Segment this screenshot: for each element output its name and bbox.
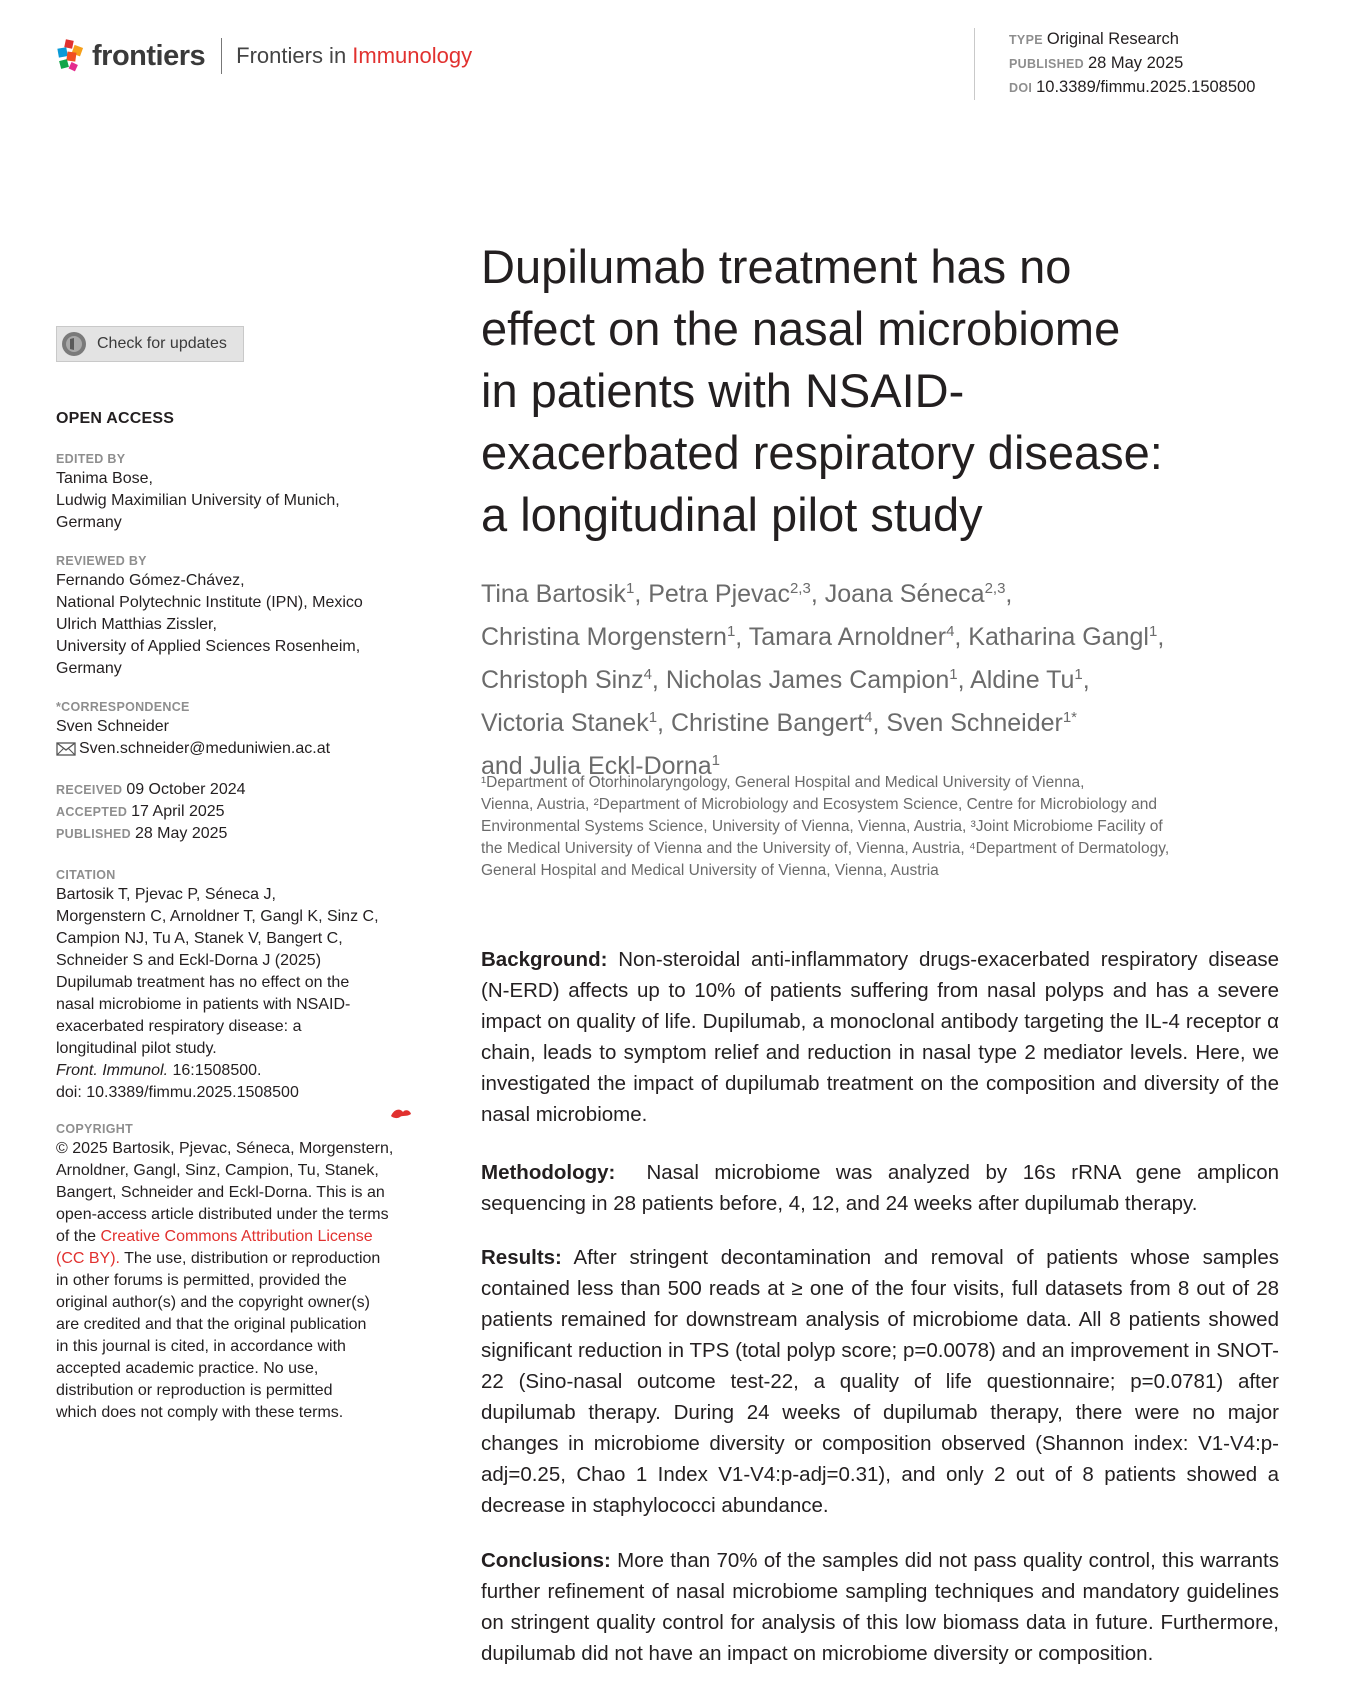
meta-published-key: PUBLISHED bbox=[1009, 57, 1084, 71]
editor-line: Ludwig Maximilian University of Munich, bbox=[56, 492, 340, 509]
author-line bbox=[481, 570, 1301, 613]
meta-doi-key: DOI bbox=[1009, 81, 1033, 95]
copyright-line: which does not comply with these terms. bbox=[56, 1404, 344, 1421]
author-separator: , bbox=[1157, 623, 1165, 651]
conclusions-text: More than 70% of the samples did not pass quality control, this warrants further refinement of nasal microbiome sampling techniques and mandatory guidelines on stringent quality control for analysis of this low biomass data in future. Furthermore, dupilumab did not have an impact on microbiome diversity or composition. bbox=[481, 1549, 1279, 1665]
correspondence-section bbox=[56, 698, 436, 760]
author-name[interactable]: , Nicholas James Campion bbox=[651, 666, 950, 694]
license-link[interactable]: Creative Commons Attribution License bbox=[100, 1228, 373, 1245]
citation-line: longitudinal pilot study. bbox=[56, 1040, 217, 1057]
author-line bbox=[481, 613, 1301, 656]
mail-icon bbox=[56, 742, 76, 756]
check-updates-icon bbox=[61, 331, 87, 357]
copyright-line: original author(s) and the copyright owner(s) bbox=[56, 1294, 370, 1311]
published-value: 28 May 2025 bbox=[134, 825, 228, 842]
meta-doi-value[interactable]: 10.3389/fimmu.2025.1508500 bbox=[1036, 78, 1256, 96]
meta-type bbox=[1009, 28, 1255, 52]
abstract-background bbox=[481, 944, 1279, 1130]
author-affil: 4 bbox=[946, 623, 955, 640]
affiliation-line: Environmental Systems Science, University of Vienna, Vienna, Austria, ³Joint Microbiome Facility of bbox=[481, 818, 1163, 835]
author-affil: 1 bbox=[949, 666, 958, 683]
article-meta bbox=[974, 28, 1255, 100]
meta-doi[interactable] bbox=[1009, 76, 1255, 100]
accepted-value: 17 April 2025 bbox=[131, 803, 225, 820]
brand-separator bbox=[221, 38, 222, 74]
author-name[interactable]: , Katharina Gangl bbox=[954, 623, 1149, 651]
license-link-ccby[interactable]: (CC BY). bbox=[56, 1250, 120, 1267]
edited-by-key: EDITED BY bbox=[56, 452, 126, 466]
frontiers-logo[interactable] bbox=[56, 36, 472, 76]
author-name[interactable]: and Julia Eckl-Dorna bbox=[481, 752, 712, 780]
copyright-key: COPYRIGHT bbox=[56, 1122, 134, 1136]
author-affil: 1* bbox=[1062, 709, 1078, 726]
author-affil: 4 bbox=[864, 709, 873, 726]
editor-line: Tanima Bose, bbox=[56, 470, 153, 487]
author-line bbox=[481, 656, 1301, 699]
brand-name: frontiers bbox=[92, 39, 206, 72]
author-name[interactable]: , Petra Pjevac bbox=[634, 580, 790, 608]
published-key: PUBLISHED bbox=[56, 827, 131, 841]
author-separator: , bbox=[1005, 580, 1013, 608]
reviewed-by-section bbox=[56, 552, 436, 680]
copyright-after-link: The use, distribution or reproduction bbox=[120, 1250, 381, 1267]
author-affil: 1 bbox=[726, 623, 736, 640]
accepted-key: ACCEPTED bbox=[56, 805, 128, 819]
dates-section bbox=[56, 779, 436, 845]
background-heading: Background: bbox=[481, 948, 608, 971]
accepted-date bbox=[56, 801, 436, 823]
abstract-conclusions bbox=[481, 1545, 1279, 1669]
copyright-line: accepted academic practice. No use, bbox=[56, 1360, 319, 1377]
check-updates-button[interactable] bbox=[56, 326, 244, 362]
copyright-line: Arnoldner, Gangl, Sinz, Campion, Tu, Stanek, bbox=[56, 1162, 379, 1179]
copyright-line: open-access article distributed under the terms bbox=[56, 1206, 389, 1223]
meta-type-key: TYPE bbox=[1009, 33, 1043, 47]
reviewer-line: University of Applied Sciences Rosenheim, bbox=[56, 638, 361, 655]
reviewed-by-key: REVIEWED BY bbox=[56, 554, 147, 568]
journal-name[interactable] bbox=[236, 43, 472, 69]
author-name[interactable]: , Sven Schneider bbox=[872, 709, 1063, 737]
author-name[interactable]: , Aldine Tu bbox=[957, 666, 1075, 694]
citation-line: Morgenstern C, Arnoldner T, Gangl K, Sinz C, bbox=[56, 908, 379, 925]
copyright-license-line bbox=[56, 1226, 446, 1248]
copyright-line: in other forums is permitted, provided the bbox=[56, 1272, 347, 1289]
copyright-license-line-2 bbox=[56, 1248, 446, 1270]
correspondence-name: Sven Schneider bbox=[56, 718, 169, 735]
open-access-label: OPEN ACCESS bbox=[56, 410, 175, 427]
citation-line: nasal microbiome in patients with NSAID- bbox=[56, 996, 351, 1013]
author-affil: 1 bbox=[625, 580, 635, 597]
reviewer-line: Fernando Gómez-Chávez, bbox=[56, 572, 245, 589]
citation-journal: Front. Immunol. bbox=[56, 1062, 169, 1079]
title-line: effect on the nasal microbiome bbox=[481, 302, 1121, 355]
reviewer-line: Germany bbox=[56, 660, 122, 677]
received-date bbox=[56, 779, 436, 801]
results-heading: Results: bbox=[481, 1246, 562, 1269]
copyright-line: distribution or reproduction is permitted bbox=[56, 1382, 333, 1399]
check-updates-label: Check for updates bbox=[97, 335, 227, 352]
author-affil: 1 bbox=[711, 752, 721, 769]
reviewer-line: Ulrich Matthias Zissler, bbox=[56, 616, 217, 633]
affiliations bbox=[481, 772, 1301, 882]
author-name[interactable]: Tina Bartosik bbox=[481, 580, 626, 608]
results-text: After stringent decontamination and removal of patients whose samples contained less than 500 reads at ≥ one of the four visits, full datasets from 8 out of 28 patients remained for downstream analysis of microbiome data. All 8 patients showed significant reduction in TPS (total polyp score; p=0.0078) and an improvement in SNOT-22 (Sino-nasal outcome test-22, a quality of life questionnaire; p=0.0781) after dupilumab therapy. During 24 weeks of dupilumab therapy, there were no major changes in microbiome diversity or composition observed (Shannon index: V1-V4:p-adj=0.25, Chao 1 Index V1-V4:p-adj=0.31), and only 2 out of 8 patients showed a decrease in staphylococci abundance. bbox=[481, 1246, 1279, 1517]
received-key: RECEIVED bbox=[56, 783, 123, 797]
author-affil: 1 bbox=[1074, 666, 1083, 683]
article-title bbox=[481, 236, 1301, 546]
title-line: exacerbated respiratory disease: bbox=[481, 426, 1163, 479]
affiliation-line: General Hospital and Medical University of Vienna, Vienna, Austria bbox=[481, 862, 939, 879]
title-line: a longitudinal pilot study bbox=[481, 488, 983, 541]
author-name[interactable]: , Tamara Arnoldner bbox=[735, 623, 947, 651]
methodology-heading: Methodology: bbox=[481, 1161, 616, 1184]
affiliation-line: Vienna, Austria, ²Department of Microbiology and Ecosystem Science, Centre for Microbiology and bbox=[481, 796, 1158, 813]
affiliation-line: the Medical University of Vienna and the University of, Vienna, Austria, ⁴Department of Dermatology, bbox=[481, 840, 1170, 857]
author-name[interactable]: Christoph Sinz bbox=[481, 666, 644, 694]
author-list bbox=[481, 570, 1301, 785]
affiliation-line: ¹Department of Otorhinolaryngology, General Hospital and Medical University of Vienna, bbox=[481, 774, 1085, 791]
red-annotation-mark bbox=[390, 1108, 412, 1119]
correspondence-email[interactable]: Sven.schneider@meduniwien.ac.at bbox=[79, 740, 331, 757]
citation-line: Dupilumab treatment has no effect on the bbox=[56, 974, 350, 991]
copyright-line: © 2025 Bartosik, Pjevac, Séneca, Morgenstern, bbox=[56, 1140, 394, 1157]
meta-published-value: 28 May 2025 bbox=[1087, 54, 1184, 72]
editor-line: Germany bbox=[56, 514, 122, 531]
copyright-line: are credited and that the original publication bbox=[56, 1316, 367, 1333]
citation-line: exacerbated respiratory disease: a bbox=[56, 1018, 302, 1035]
author-name[interactable]: , Christine Bangert bbox=[657, 709, 865, 737]
abstract-results bbox=[481, 1242, 1279, 1521]
copyright-of-the: of the bbox=[56, 1228, 101, 1245]
citation-key: CITATION bbox=[56, 868, 116, 882]
author-affil: 1 bbox=[648, 709, 658, 726]
copyright-section bbox=[56, 1120, 446, 1424]
author-affil: 2,3 bbox=[984, 580, 1006, 597]
received-value: 09 October 2024 bbox=[126, 781, 246, 798]
title-line: Dupilumab treatment has no bbox=[481, 240, 1072, 293]
author-name[interactable]: Victoria Stanek bbox=[481, 709, 649, 737]
reviewer-line: National Polytechnic Institute (IPN), Mexico bbox=[56, 594, 363, 611]
citation-line: Schneider S and Eckl-Dorna J (2025) bbox=[56, 952, 322, 969]
abstract-methodology bbox=[481, 1157, 1285, 1219]
author-affil: 2,3 bbox=[789, 580, 811, 597]
correspondence-key: *CORRESPONDENCE bbox=[56, 700, 190, 714]
background-text: Non-steroidal anti-inflammatory drugs-exacerbated respiratory disease (N-ERD) affects up to 10% of patients suffering from nasal polyps and has a severe impact on quality of life. Dupilumab, a monoclonal antibody targeting the IL-4 receptor α chain, leads to symptom relief and reduction in nasal type 2 mediator levels. Here, we investigated the impact of dupilumab treatment on the composition and diversity of the nasal microbiome. bbox=[481, 948, 1279, 1126]
author-affil: 4 bbox=[643, 666, 652, 683]
citation-section bbox=[56, 866, 436, 1104]
citation-line: Campion NJ, Tu A, Stanek V, Bangert C, bbox=[56, 930, 343, 947]
frontiers-logo-icon bbox=[56, 38, 86, 74]
journal-prefix: Frontiers in bbox=[236, 43, 353, 68]
author-line bbox=[481, 699, 1301, 742]
copyright-line: in this journal is cited, in accordance with bbox=[56, 1338, 346, 1355]
title-line: in patients with NSAID- bbox=[481, 364, 965, 417]
author-affil: 1 bbox=[1148, 623, 1158, 640]
citation-doi[interactable]: doi: 10.3389/fimmu.2025.1508500 bbox=[56, 1084, 299, 1101]
citation-line: Bartosik T, Pjevac P, Séneca J, bbox=[56, 886, 276, 903]
author-name[interactable]: , Joana Séneca bbox=[810, 580, 985, 608]
citation-volume: 16:1508500. bbox=[168, 1062, 262, 1079]
conclusions-heading: Conclusions: bbox=[481, 1549, 611, 1572]
edited-by-section bbox=[56, 450, 416, 534]
copyright-line: Bangert, Schneider and Eckl-Dorna. This is an bbox=[56, 1184, 385, 1201]
meta-published bbox=[1009, 52, 1255, 76]
meta-type-value: Original Research bbox=[1046, 30, 1179, 48]
author-name[interactable]: Christina Morgenstern bbox=[481, 623, 727, 651]
methodology-text: Nasal microbiome was analyzed by 16s rRNA gene amplicon sequencing in 28 patients before, 4, 12, and 24 weeks after dupilumab therapy. bbox=[481, 1161, 1285, 1215]
citation-journal-line bbox=[56, 1060, 436, 1082]
correspondence-email-row[interactable] bbox=[56, 738, 436, 760]
journal-title: Immunology bbox=[352, 43, 473, 68]
published-date bbox=[56, 823, 436, 845]
author-separator: , bbox=[1082, 666, 1090, 694]
